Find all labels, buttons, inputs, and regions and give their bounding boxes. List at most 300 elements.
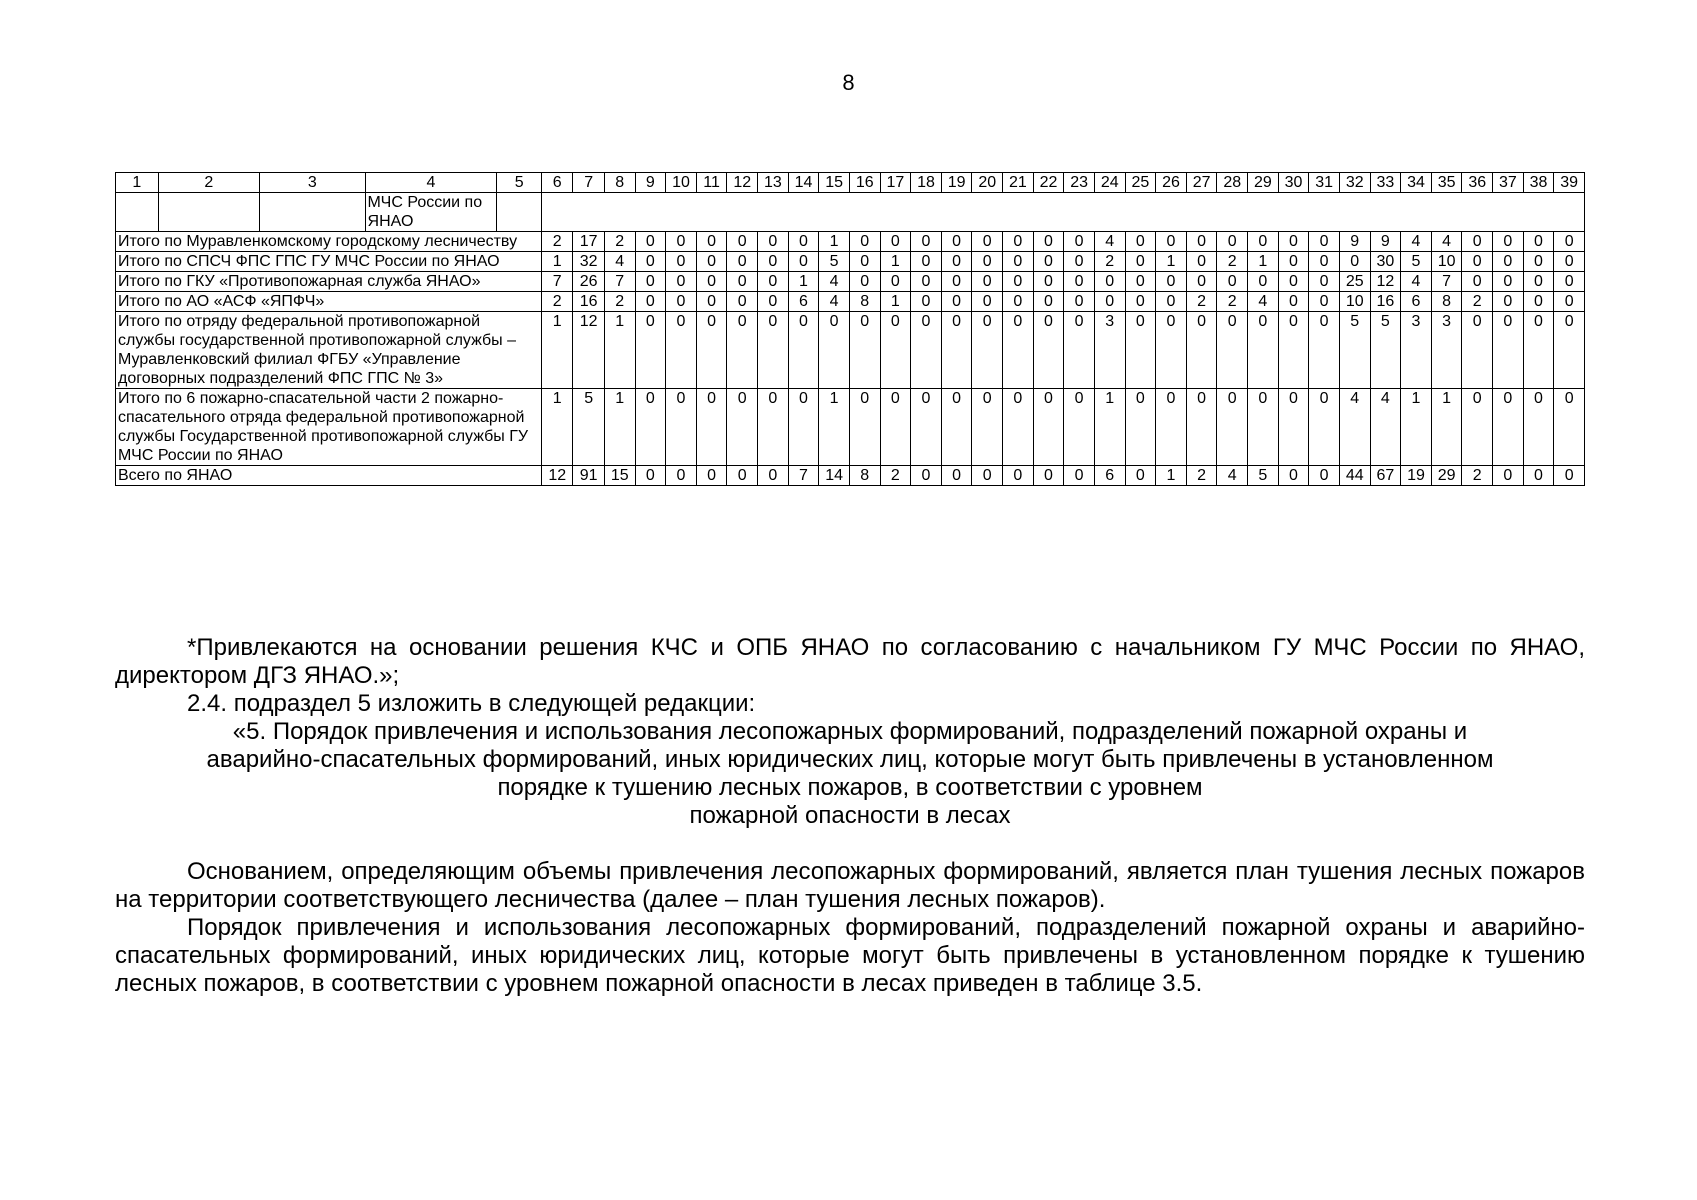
value-cell: 16 bbox=[573, 292, 604, 312]
table-row bbox=[116, 252, 1585, 272]
value-cell: 0 bbox=[941, 252, 972, 272]
value-cell: 0 bbox=[1523, 272, 1554, 292]
value-cell: 1 bbox=[542, 252, 573, 272]
value-cell: 0 bbox=[1064, 292, 1095, 312]
header-cell: 36 bbox=[1462, 173, 1493, 193]
value-cell: 0 bbox=[1554, 466, 1585, 486]
value-cell: 0 bbox=[1554, 389, 1585, 466]
value-cell: 0 bbox=[1523, 312, 1554, 389]
value-cell: 0 bbox=[1278, 389, 1309, 466]
value-cell: 4 bbox=[819, 292, 850, 312]
header-cell: 18 bbox=[911, 173, 942, 193]
paragraph-1: Основанием, определяющим объемы привлечения лесопожарных формирований, является план тушения лесных пожаров на территории соответствующего лесничества (далее – план тушения лесных пожаров). bbox=[115, 858, 1585, 913]
value-cell: 0 bbox=[880, 272, 911, 292]
value-cell: 0 bbox=[1003, 272, 1034, 292]
value-cell: 0 bbox=[1278, 272, 1309, 292]
value-cell: 1 bbox=[1156, 466, 1187, 486]
value-cell: 12 bbox=[1370, 272, 1401, 292]
value-cell: 0 bbox=[941, 292, 972, 312]
section-heading-line-4: пожарной опасности в лесах bbox=[689, 802, 1011, 829]
value-cell: 32 bbox=[573, 252, 604, 272]
value-cell: 4 bbox=[1094, 232, 1125, 252]
value-cell: 0 bbox=[819, 312, 850, 389]
value-cell: 0 bbox=[666, 252, 697, 272]
header-cell: 4 bbox=[365, 173, 497, 193]
header-cell: 13 bbox=[758, 173, 789, 193]
value-cell: 0 bbox=[1493, 272, 1524, 292]
value-cell: 0 bbox=[1462, 389, 1493, 466]
header-cell: 26 bbox=[1156, 173, 1187, 193]
value-cell: 0 bbox=[666, 312, 697, 389]
value-cell: 0 bbox=[696, 466, 727, 486]
value-cell: 0 bbox=[758, 312, 789, 389]
value-cell: 2 bbox=[542, 232, 573, 252]
value-cell: 0 bbox=[1248, 232, 1279, 252]
value-cell: 0 bbox=[1003, 312, 1034, 389]
value-cell: 44 bbox=[1339, 466, 1370, 486]
value-cell: 0 bbox=[727, 272, 758, 292]
paragraph-2: Порядок привлечения и использования лесопожарных формирований, подразделений пожарной охраны и аварийно-спасательных формирований, иных юридических лиц, которые могут быть привлечены в установленном порядке к тушению лесных пожаров, в соответствии с уровнем пожарной опасности в лесах приведен в таблице 3.5. bbox=[115, 914, 1585, 997]
value-cell: 10 bbox=[1339, 292, 1370, 312]
value-cell: 0 bbox=[758, 466, 789, 486]
value-cell: 26 bbox=[573, 272, 604, 292]
value-cell: 1 bbox=[788, 272, 819, 292]
value-cell: 0 bbox=[1217, 389, 1248, 466]
value-cell: 4 bbox=[1401, 232, 1432, 252]
header-cell: 32 bbox=[1339, 173, 1370, 193]
row-label: Итого по 6 пожарно-спасательной части 2 пожарно-спасательного отряда федеральной противопожарной службы Государственной противопожарной службы ГУ МЧС России по ЯНАО bbox=[116, 389, 542, 466]
header-cell: 20 bbox=[972, 173, 1003, 193]
value-cell: 12 bbox=[542, 466, 573, 486]
value-cell: 0 bbox=[880, 389, 911, 466]
value-cell: 0 bbox=[1554, 232, 1585, 252]
value-cell: 0 bbox=[1125, 312, 1156, 389]
value-cell: 16 bbox=[1370, 292, 1401, 312]
value-cell: 3 bbox=[1401, 312, 1432, 389]
value-cell: 0 bbox=[1278, 292, 1309, 312]
value-cell: 0 bbox=[1033, 389, 1064, 466]
value-cell: 15 bbox=[604, 466, 635, 486]
header-cell: 28 bbox=[1217, 173, 1248, 193]
body-text bbox=[115, 634, 1585, 998]
value-cell: 0 bbox=[696, 312, 727, 389]
value-cell: 0 bbox=[727, 466, 758, 486]
value-cell: 0 bbox=[635, 272, 666, 292]
value-cell: 1 bbox=[1248, 252, 1279, 272]
value-cell: 4 bbox=[1339, 389, 1370, 466]
section-heading-line-1: «5. Порядок привлечения и использования лесопожарных формирований, подразделений пожарной охраны и bbox=[232, 718, 1468, 745]
header-cell: 17 bbox=[880, 173, 911, 193]
value-cell: 30 bbox=[1370, 252, 1401, 272]
value-cell: 0 bbox=[1064, 232, 1095, 252]
value-cell: 0 bbox=[1493, 292, 1524, 312]
value-cell: 0 bbox=[1462, 272, 1493, 292]
header-cell: 27 bbox=[1186, 173, 1217, 193]
row-label: Итого по отряду федеральной противопожарной службы государственной противопожарной службы – Муравленковский филиал ФГБУ «Управление договорных подразделений ФПС ГПС № 3» bbox=[116, 312, 542, 389]
value-cell: 0 bbox=[727, 252, 758, 272]
value-cell: 0 bbox=[758, 272, 789, 292]
value-cell: 0 bbox=[1156, 312, 1187, 389]
value-cell: 0 bbox=[1493, 389, 1524, 466]
value-cell: 6 bbox=[1401, 292, 1432, 312]
value-cell: 4 bbox=[1217, 466, 1248, 486]
value-cell: 0 bbox=[941, 466, 972, 486]
value-cell: 0 bbox=[972, 389, 1003, 466]
value-cell: 8 bbox=[1431, 292, 1462, 312]
value-cell: 0 bbox=[1033, 312, 1064, 389]
value-cell: 2 bbox=[1186, 292, 1217, 312]
footnote: *Привлекаются на основании решения КЧС и ОПБ ЯНАО по согласованию с начальником ГУ МЧС России по ЯНАО, директором ДГЗ ЯНАО.»; bbox=[115, 634, 1585, 689]
value-cell: 0 bbox=[1309, 252, 1340, 272]
value-cell: 0 bbox=[1493, 232, 1524, 252]
value-cell: 5 bbox=[819, 252, 850, 272]
value-cell: 29 bbox=[1431, 466, 1462, 486]
value-cell: 4 bbox=[1370, 389, 1401, 466]
value-cell: 0 bbox=[1156, 272, 1187, 292]
value-cell: 0 bbox=[758, 292, 789, 312]
value-cell: 0 bbox=[1493, 252, 1524, 272]
value-cell: 0 bbox=[635, 389, 666, 466]
value-cell: 3 bbox=[1094, 312, 1125, 389]
value-cell: 0 bbox=[788, 252, 819, 272]
value-cell: 0 bbox=[1064, 389, 1095, 466]
header-cell: 7 bbox=[573, 173, 604, 193]
value-cell: 0 bbox=[1309, 272, 1340, 292]
table-row bbox=[116, 389, 1585, 466]
value-cell: 2 bbox=[604, 292, 635, 312]
value-cell: 0 bbox=[666, 272, 697, 292]
value-cell: 1 bbox=[1401, 389, 1432, 466]
header-cell: 35 bbox=[1431, 173, 1462, 193]
table-row bbox=[116, 292, 1585, 312]
value-cell: 2 bbox=[1462, 292, 1493, 312]
header-cell: 31 bbox=[1309, 173, 1340, 193]
cont-cell-4: МЧС России по ЯНАО bbox=[365, 193, 497, 232]
value-cell: 6 bbox=[1094, 466, 1125, 486]
value-cell: 0 bbox=[972, 312, 1003, 389]
value-cell: 17 bbox=[573, 232, 604, 252]
value-cell: 0 bbox=[911, 312, 942, 389]
header-cell: 38 bbox=[1523, 173, 1554, 193]
value-cell: 0 bbox=[1309, 312, 1340, 389]
value-cell: 0 bbox=[635, 292, 666, 312]
table-row-continuation bbox=[116, 193, 1585, 232]
value-cell: 1 bbox=[819, 389, 850, 466]
value-cell: 3 bbox=[1431, 312, 1462, 389]
value-cell: 0 bbox=[758, 252, 789, 272]
value-cell: 0 bbox=[727, 292, 758, 312]
value-cell: 0 bbox=[1462, 252, 1493, 272]
value-cell: 0 bbox=[1125, 389, 1156, 466]
header-cell: 8 bbox=[604, 173, 635, 193]
value-cell: 2 bbox=[604, 232, 635, 252]
value-cell: 0 bbox=[1339, 252, 1370, 272]
value-cell: 0 bbox=[880, 312, 911, 389]
header-cell: 16 bbox=[849, 173, 880, 193]
cont-cell-values bbox=[542, 193, 1585, 232]
value-cell: 0 bbox=[727, 312, 758, 389]
value-cell: 0 bbox=[788, 389, 819, 466]
value-cell: 0 bbox=[1125, 292, 1156, 312]
value-cell: 0 bbox=[1033, 292, 1064, 312]
value-cell: 1 bbox=[542, 312, 573, 389]
page-number: 8 bbox=[842, 70, 855, 95]
value-cell: 4 bbox=[819, 272, 850, 292]
value-cell: 0 bbox=[696, 232, 727, 252]
value-cell: 0 bbox=[1186, 272, 1217, 292]
value-cell: 0 bbox=[849, 252, 880, 272]
value-cell: 0 bbox=[696, 389, 727, 466]
section-heading-line-2: аварийно-спасательных формирований, иных юридических лиц, которые могут быть привлечены в установленном bbox=[206, 746, 1494, 773]
value-cell: 6 bbox=[788, 292, 819, 312]
header-cell: 1 bbox=[116, 173, 159, 193]
value-cell: 0 bbox=[1186, 252, 1217, 272]
value-cell: 0 bbox=[1554, 272, 1585, 292]
value-cell: 5 bbox=[1370, 312, 1401, 389]
value-cell: 1 bbox=[1094, 389, 1125, 466]
value-cell: 1 bbox=[1431, 389, 1462, 466]
value-cell: 5 bbox=[573, 389, 604, 466]
value-cell: 0 bbox=[666, 232, 697, 252]
cont-cell-2 bbox=[158, 193, 259, 232]
value-cell: 0 bbox=[1248, 272, 1279, 292]
header-cell: 24 bbox=[1094, 173, 1125, 193]
value-cell: 0 bbox=[849, 232, 880, 252]
value-cell: 0 bbox=[696, 292, 727, 312]
value-cell: 0 bbox=[1278, 252, 1309, 272]
value-cell: 2 bbox=[1217, 292, 1248, 312]
value-cell: 1 bbox=[819, 232, 850, 252]
value-cell: 0 bbox=[911, 389, 942, 466]
value-cell: 0 bbox=[1278, 466, 1309, 486]
header-cell: 2 bbox=[158, 173, 259, 193]
value-cell: 9 bbox=[1339, 232, 1370, 252]
value-cell: 14 bbox=[819, 466, 850, 486]
value-cell: 0 bbox=[1278, 232, 1309, 252]
value-cell: 2 bbox=[1186, 466, 1217, 486]
header-cell: 39 bbox=[1554, 173, 1585, 193]
value-cell: 0 bbox=[1003, 466, 1034, 486]
value-cell: 0 bbox=[666, 466, 697, 486]
value-cell: 0 bbox=[727, 232, 758, 252]
table-header-row bbox=[116, 173, 1585, 193]
value-cell: 12 bbox=[573, 312, 604, 389]
row-label: Итого по АО «АСФ «ЯПФЧ» bbox=[116, 292, 542, 312]
value-cell: 0 bbox=[1278, 312, 1309, 389]
value-cell: 0 bbox=[911, 466, 942, 486]
value-cell: 0 bbox=[1064, 252, 1095, 272]
value-cell: 0 bbox=[911, 292, 942, 312]
value-cell: 1 bbox=[604, 389, 635, 466]
value-cell: 25 bbox=[1339, 272, 1370, 292]
header-cell: 14 bbox=[788, 173, 819, 193]
value-cell: 0 bbox=[849, 272, 880, 292]
value-cell: 0 bbox=[1248, 312, 1279, 389]
value-cell: 0 bbox=[1217, 312, 1248, 389]
value-cell: 2 bbox=[1462, 466, 1493, 486]
value-cell: 0 bbox=[1523, 466, 1554, 486]
value-cell: 0 bbox=[972, 466, 1003, 486]
value-cell: 0 bbox=[635, 466, 666, 486]
header-cell: 5 bbox=[497, 173, 542, 193]
value-cell: 0 bbox=[1462, 312, 1493, 389]
value-cell: 0 bbox=[1186, 232, 1217, 252]
value-cell: 0 bbox=[911, 272, 942, 292]
value-cell: 2 bbox=[1217, 252, 1248, 272]
value-cell: 0 bbox=[1033, 272, 1064, 292]
value-cell: 0 bbox=[1554, 252, 1585, 272]
header-cell: 15 bbox=[819, 173, 850, 193]
value-cell: 67 bbox=[1370, 466, 1401, 486]
value-cell: 0 bbox=[788, 232, 819, 252]
value-cell: 1 bbox=[880, 252, 911, 272]
value-cell: 0 bbox=[1493, 312, 1524, 389]
row-label: Всего по ЯНАО bbox=[116, 466, 542, 486]
value-cell: 0 bbox=[788, 312, 819, 389]
value-cell: 0 bbox=[1156, 389, 1187, 466]
data-table bbox=[115, 172, 1585, 486]
value-cell: 2 bbox=[542, 292, 573, 312]
value-cell: 0 bbox=[1309, 389, 1340, 466]
value-cell: 0 bbox=[1125, 272, 1156, 292]
value-cell: 91 bbox=[573, 466, 604, 486]
value-cell: 0 bbox=[1125, 466, 1156, 486]
value-cell: 0 bbox=[1156, 292, 1187, 312]
header-cell: 37 bbox=[1493, 173, 1524, 193]
value-cell: 5 bbox=[1248, 466, 1279, 486]
cont-cell-3 bbox=[260, 193, 366, 232]
value-cell: 0 bbox=[1033, 232, 1064, 252]
table-row bbox=[116, 232, 1585, 252]
value-cell: 0 bbox=[1523, 252, 1554, 272]
value-cell: 0 bbox=[1309, 466, 1340, 486]
value-cell: 1 bbox=[880, 292, 911, 312]
header-cell: 22 bbox=[1033, 173, 1064, 193]
value-cell: 0 bbox=[758, 232, 789, 252]
value-cell: 0 bbox=[1523, 389, 1554, 466]
value-cell: 0 bbox=[635, 252, 666, 272]
header-cell: 6 bbox=[542, 173, 573, 193]
value-cell: 4 bbox=[1248, 292, 1279, 312]
value-cell: 0 bbox=[1248, 389, 1279, 466]
header-cell: 34 bbox=[1401, 173, 1432, 193]
table-row bbox=[116, 272, 1585, 292]
value-cell: 0 bbox=[1554, 292, 1585, 312]
value-cell: 0 bbox=[941, 232, 972, 252]
value-cell: 0 bbox=[1125, 252, 1156, 272]
value-cell: 0 bbox=[880, 232, 911, 252]
value-cell: 0 bbox=[1003, 389, 1034, 466]
header-cell: 10 bbox=[666, 173, 697, 193]
value-cell: 0 bbox=[1462, 232, 1493, 252]
value-cell: 0 bbox=[696, 272, 727, 292]
value-cell: 0 bbox=[1523, 292, 1554, 312]
table-row bbox=[116, 312, 1585, 389]
value-cell: 0 bbox=[972, 272, 1003, 292]
value-cell: 0 bbox=[696, 252, 727, 272]
value-cell: 0 bbox=[1309, 232, 1340, 252]
header-cell: 19 bbox=[941, 173, 972, 193]
value-cell: 1 bbox=[604, 312, 635, 389]
row-label: Итого по ГКУ «Противопожарная служба ЯНАО» bbox=[116, 272, 542, 292]
value-cell: 0 bbox=[1064, 466, 1095, 486]
value-cell: 0 bbox=[1003, 252, 1034, 272]
header-cell: 3 bbox=[260, 173, 366, 193]
value-cell: 5 bbox=[1339, 312, 1370, 389]
cont-cell-1 bbox=[116, 193, 159, 232]
value-cell: 7 bbox=[542, 272, 573, 292]
header-cell: 21 bbox=[1003, 173, 1034, 193]
row-label: Итого по СПСЧ ФПС ГПС ГУ МЧС России по ЯНАО bbox=[116, 252, 542, 272]
value-cell: 8 bbox=[849, 466, 880, 486]
value-cell: 0 bbox=[1186, 312, 1217, 389]
row-label: Итого по Муравленкомскому городскому лесничеству bbox=[116, 232, 542, 252]
value-cell: 0 bbox=[1217, 232, 1248, 252]
header-cell: 23 bbox=[1064, 173, 1095, 193]
value-cell: 0 bbox=[1309, 292, 1340, 312]
value-cell: 0 bbox=[635, 232, 666, 252]
value-cell: 0 bbox=[972, 252, 1003, 272]
section-heading-line-3: порядке к тушению лесных пожаров, в соответствии с уровнем bbox=[497, 774, 1203, 801]
value-cell: 0 bbox=[1064, 312, 1095, 389]
header-cell: 9 bbox=[635, 173, 666, 193]
value-cell: 4 bbox=[604, 252, 635, 272]
value-cell: 8 bbox=[849, 292, 880, 312]
value-cell: 2 bbox=[1094, 252, 1125, 272]
value-cell: 1 bbox=[1156, 252, 1187, 272]
header-cell: 12 bbox=[727, 173, 758, 193]
value-cell: 0 bbox=[941, 272, 972, 292]
value-cell: 9 bbox=[1370, 232, 1401, 252]
value-cell: 0 bbox=[941, 312, 972, 389]
value-cell: 0 bbox=[1003, 232, 1034, 252]
value-cell: 0 bbox=[911, 232, 942, 252]
value-cell: 0 bbox=[1033, 466, 1064, 486]
value-cell: 0 bbox=[1125, 232, 1156, 252]
value-cell: 0 bbox=[635, 312, 666, 389]
value-cell: 0 bbox=[972, 292, 1003, 312]
value-cell: 0 bbox=[1003, 292, 1034, 312]
value-cell: 0 bbox=[1493, 466, 1524, 486]
table-row bbox=[116, 466, 1585, 486]
value-cell: 0 bbox=[849, 389, 880, 466]
value-cell: 4 bbox=[1431, 232, 1462, 252]
value-cell: 0 bbox=[727, 389, 758, 466]
header-cell: 30 bbox=[1278, 173, 1309, 193]
value-cell: 0 bbox=[1554, 312, 1585, 389]
value-cell: 0 bbox=[666, 292, 697, 312]
header-cell: 25 bbox=[1125, 173, 1156, 193]
amendment-item: 2.4. подраздел 5 изложить в следующей редакции: bbox=[187, 690, 756, 717]
value-cell: 0 bbox=[972, 232, 1003, 252]
value-cell: 0 bbox=[1217, 272, 1248, 292]
value-cell: 0 bbox=[849, 312, 880, 389]
value-cell: 10 bbox=[1431, 252, 1462, 272]
header-cell: 11 bbox=[696, 173, 727, 193]
value-cell: 0 bbox=[758, 389, 789, 466]
value-cell: 1 bbox=[542, 389, 573, 466]
value-cell: 7 bbox=[604, 272, 635, 292]
header-cell: 33 bbox=[1370, 173, 1401, 193]
value-cell: 0 bbox=[911, 252, 942, 272]
value-cell: 0 bbox=[941, 389, 972, 466]
value-cell: 0 bbox=[1064, 272, 1095, 292]
value-cell: 0 bbox=[666, 389, 697, 466]
value-cell: 0 bbox=[1094, 292, 1125, 312]
value-cell: 7 bbox=[1431, 272, 1462, 292]
value-cell: 4 bbox=[1401, 272, 1432, 292]
value-cell: 0 bbox=[1156, 232, 1187, 252]
